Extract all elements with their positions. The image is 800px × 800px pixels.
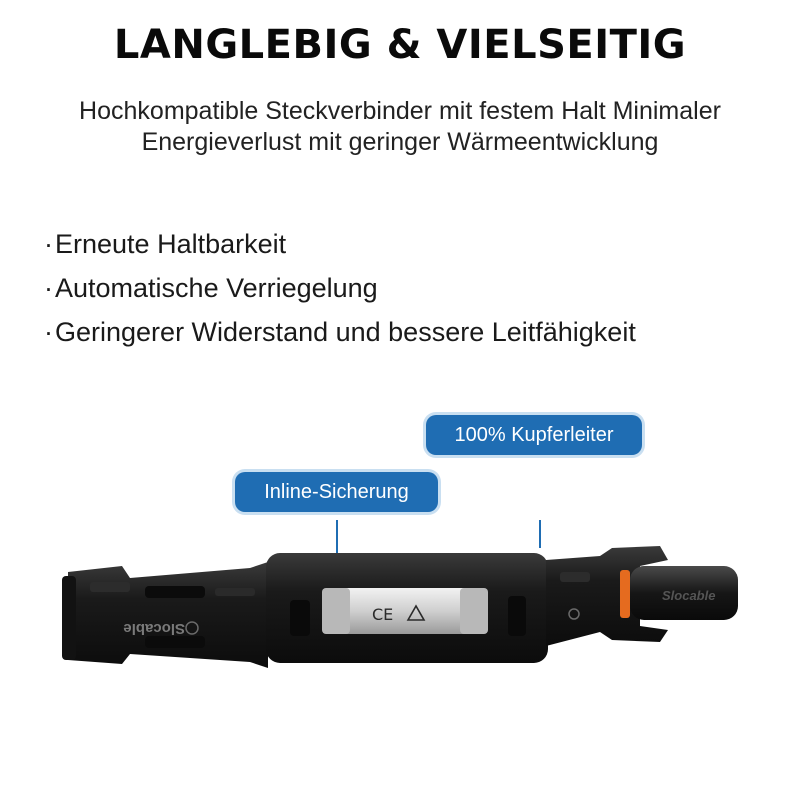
copper-conductor-callout: 100% Kupferleiter — [426, 415, 642, 455]
bullet: · — [44, 317, 53, 347]
feature-list — [44, 222, 636, 354]
page-title: LANGLEBIG & VIELSEITIG — [113, 22, 687, 68]
feature-item — [44, 266, 636, 310]
brand-logo-right: Slocable — [662, 588, 716, 603]
bullet: · — [44, 229, 53, 259]
feature-text: Automatische Verriegelung — [55, 273, 378, 303]
seal-ring — [620, 570, 630, 618]
bullet: · — [44, 273, 53, 303]
fuse-holder-body — [266, 553, 548, 663]
subtitle: Hochkompatible Steckverbinder mit festem Halt Minimaler Energieverlust mit geringer Wärmeentwicklung — [79, 97, 721, 156]
feature-text: Erneute Haltbarkeit — [55, 229, 287, 259]
feature-text: Geringerer Widerstand und bessere Leitfähigkeit — [55, 317, 636, 347]
inline-fuse-callout: Inline-Sicherung — [235, 472, 438, 512]
fuse-cartridge — [322, 588, 488, 634]
right-connector — [546, 546, 738, 646]
feature-item — [44, 222, 636, 266]
ce-mark: CE — [372, 605, 394, 624]
left-connector — [62, 562, 268, 668]
connector-illustration — [0, 520, 800, 700]
brand-logo-left: Slocable — [123, 620, 185, 637]
feature-item — [44, 310, 636, 354]
